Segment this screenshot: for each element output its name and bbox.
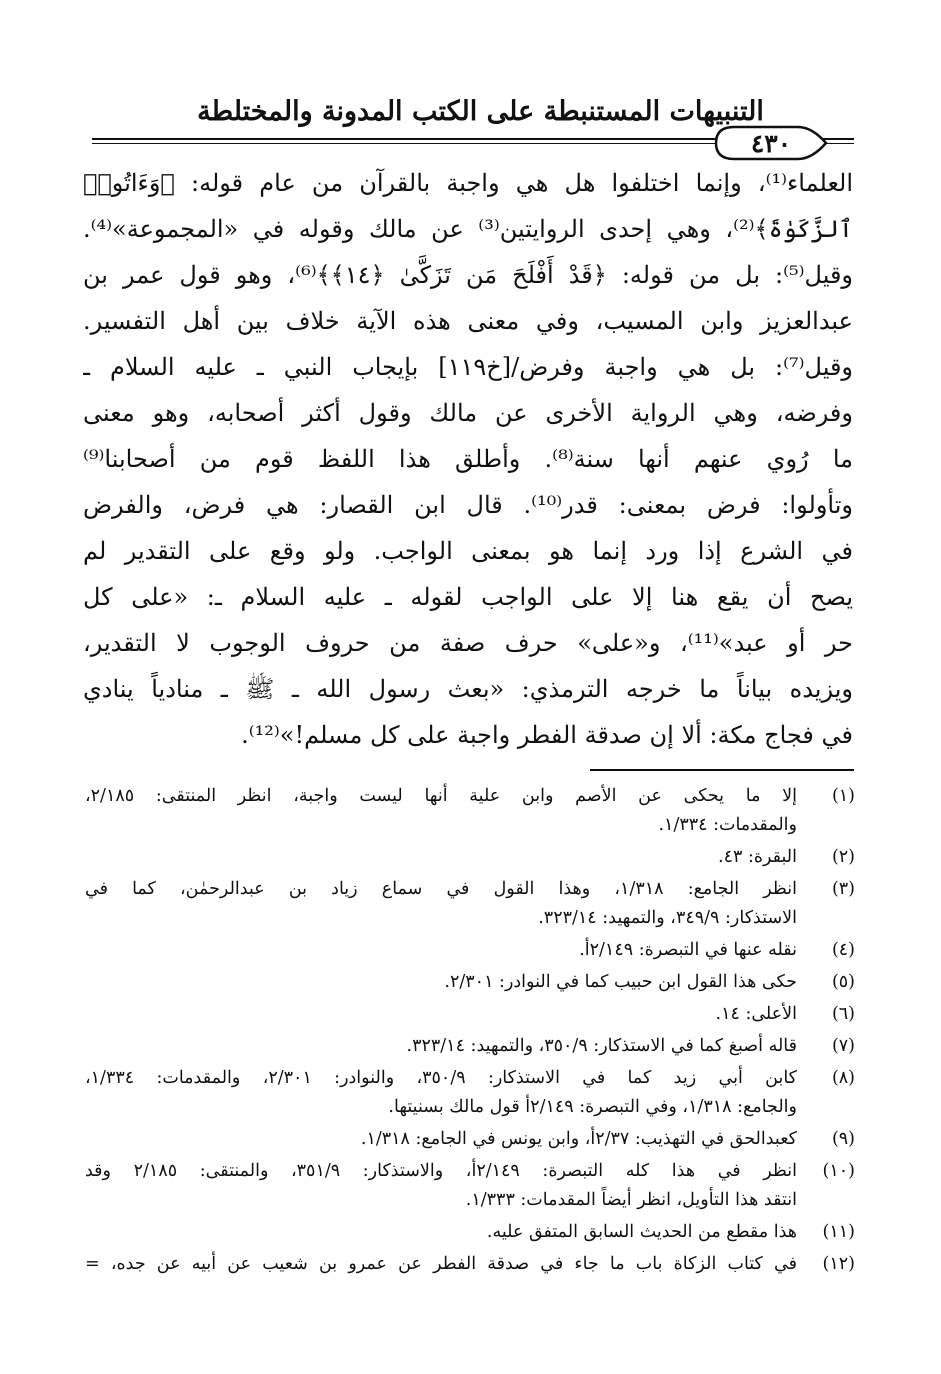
- body-line: حر أو عبد»⁽¹¹⁾، و«على» حرف صفة من حروف الوجوب لا التقدير،: [83, 629, 853, 657]
- footnote: [85, 1125, 855, 1154]
- footnote: [85, 968, 855, 997]
- body-line: ٱلزَّكَوٰةَ﴾⁽²⁾، وهي إحدى الروايتين⁽³⁾ عن مالك وقوله في «المجموعة»⁽⁴⁾.: [83, 215, 853, 243]
- footnote-separator: [590, 769, 854, 771]
- footnote-number: (٧): [831, 1036, 855, 1056]
- footnote-line: انظر في هذا كله التبصرة: ٢/١٤٩أ، والاستذكار: ٣٥١/٩، والمنتقى: ٢/١٨٥ وقد: [85, 1161, 797, 1181]
- footnote-line: في كتاب الزكاة باب ما جاء في صدقة الفطر عن عمرو بن شعيب عن أبيه عن جده، =: [85, 1254, 797, 1274]
- footnote-line: البقرة: ٤٣.: [717, 847, 797, 867]
- body-line: وقيل⁽⁷⁾: بل هي واجبة وفرض/[خ١١٩] بإيجاب النبي ـ عليه السلام ـ: [83, 353, 853, 381]
- footnote-line: هذا مقطع من الحديث السابق المتفق عليه.: [486, 1222, 797, 1242]
- footnote-number: (١٢): [822, 1254, 855, 1274]
- footnote: [85, 1032, 855, 1061]
- body-line: العلماء⁽¹⁾، وإنما اختلفوا هل هي واجبة بالقرآن من عام قوله: ﴿وَءَاتُوا۟: [83, 169, 853, 197]
- page-number: ٤٣٠: [750, 128, 792, 158]
- footnote-line: والمقدمات: ١/٣٣٤.: [658, 815, 797, 835]
- footnote: [85, 875, 855, 933]
- footnote-number: (٥): [831, 972, 855, 992]
- body-line: وفرضه، وهي الرواية الأخرى عن مالك وقول أكثر أصحابه، وهو معنى: [83, 399, 853, 427]
- footnote: [85, 1250, 855, 1279]
- body-line: ويزيده بياناً ما خرجه الترمذي: «بعث رسول الله ـ ﷺ ـ منادياً ينادي: [83, 675, 853, 703]
- running-title: التنبيهات المستنبطة على الكتب المدونة والمختلطة: [197, 96, 764, 127]
- footnote: [85, 1218, 855, 1247]
- footnotes: [85, 782, 855, 1282]
- footnote-number: (٢): [831, 847, 855, 867]
- footnote-line: الاستذكار: ٣٤٩/٩، والتمهيد: ٣٢٣/١٤.: [538, 908, 797, 928]
- footnote-line: كابن أبي زيد كما في الاستذكار: ٣٥٠/٩، والنوادر: ٢/٣٠١، والمقدمات: ١/٣٣٤،: [85, 1068, 797, 1088]
- footnote: [85, 843, 855, 872]
- footnote-number: (٩): [831, 1129, 855, 1149]
- footnote-line: والجامع: ١/٣١٨، وفي التبصرة: ٢/١٤٩أ قول مالك بسنيتها.: [388, 1097, 797, 1117]
- main-text: [83, 160, 853, 758]
- body-line: وقيل⁽⁵⁾: بل من قوله: ﴿قَدْ أَفْلَحَ مَن تَزَكَّىٰ ﴿١٤﴾﴾⁽⁶⁾، وهو قول عمر بن: [83, 261, 853, 289]
- footnote: [85, 1000, 855, 1029]
- footnote-line: كعبدالحق في التهذيب: ٢/٣٧أ، وابن يونس في الجامع: ١/٣١٨.: [360, 1129, 797, 1149]
- footnote: [85, 1064, 855, 1122]
- footnote-number: (١): [831, 786, 855, 806]
- page-number-frame: [712, 123, 830, 163]
- footnote-number: (٨): [831, 1068, 855, 1088]
- footnote-number: (٤): [831, 940, 855, 960]
- footnote-number: (٣): [831, 879, 855, 899]
- footnote-number: (١١): [822, 1222, 855, 1242]
- footnote-line: انظر الجامع: ١/٣١٨، وهذا القول في سماع زياد بن عبدالرحمٰن، كما في: [85, 879, 797, 899]
- footnote-line: انتقد هذا التأويل، انظر أيضاً المقدمات: ١/٣٣٣.: [465, 1190, 797, 1210]
- footnote-line: حكى هذا القول ابن حبيب كما في النوادر: ٢/٣٠١.: [444, 972, 797, 992]
- body-line: ما رُوي عنهم أنها سنة⁽⁸⁾. وأطلق هذا اللفظ قوم من أصحابنا⁽⁹⁾: [83, 445, 853, 473]
- footnote-number: (١٠): [822, 1161, 855, 1181]
- footnote-number: (٦): [831, 1004, 855, 1024]
- footnote: [85, 782, 855, 840]
- footnote: [85, 1157, 855, 1215]
- body-line: عبدالعزيز وابن المسيب، وفي معنى هذه الآية خلاف بين أهل التفسير.: [83, 307, 853, 335]
- footnote-line: نقله عنها في التبصرة: ٢/١٤٩أ.: [579, 940, 797, 960]
- footnote-line: قاله أصبغ كما في الاستذكار: ٣٥٠/٩، والتمهيد: ٣٢٣/١٤.: [406, 1036, 797, 1056]
- body-line: يصح أن يقع هنا إلا على الواجب لقوله ـ عليه السلام ـ: «على كل: [83, 583, 853, 611]
- body-line: وتأولوا: فرض بمعنى: قدر⁽¹⁰⁾. قال ابن القصار: هي فرض، والفرض: [83, 491, 853, 519]
- body-line: في الشرع إذا ورد إنما هو بمعنى الواجب. ولو وقع على التقدير لم: [83, 537, 853, 565]
- body-line: في فجاج مكة: ألا إن صدقة الفطر واجبة على كل مسلم!»⁽¹²⁾.: [241, 721, 853, 749]
- footnote-line: الأعلى: ١٤.: [715, 1004, 797, 1024]
- footnote-line: إلا ما يحكى عن الأصم وابن علية أنها ليست واجبة، انظر المنتقى: ٢/١٨٥،: [85, 786, 797, 806]
- footnote: [85, 936, 855, 965]
